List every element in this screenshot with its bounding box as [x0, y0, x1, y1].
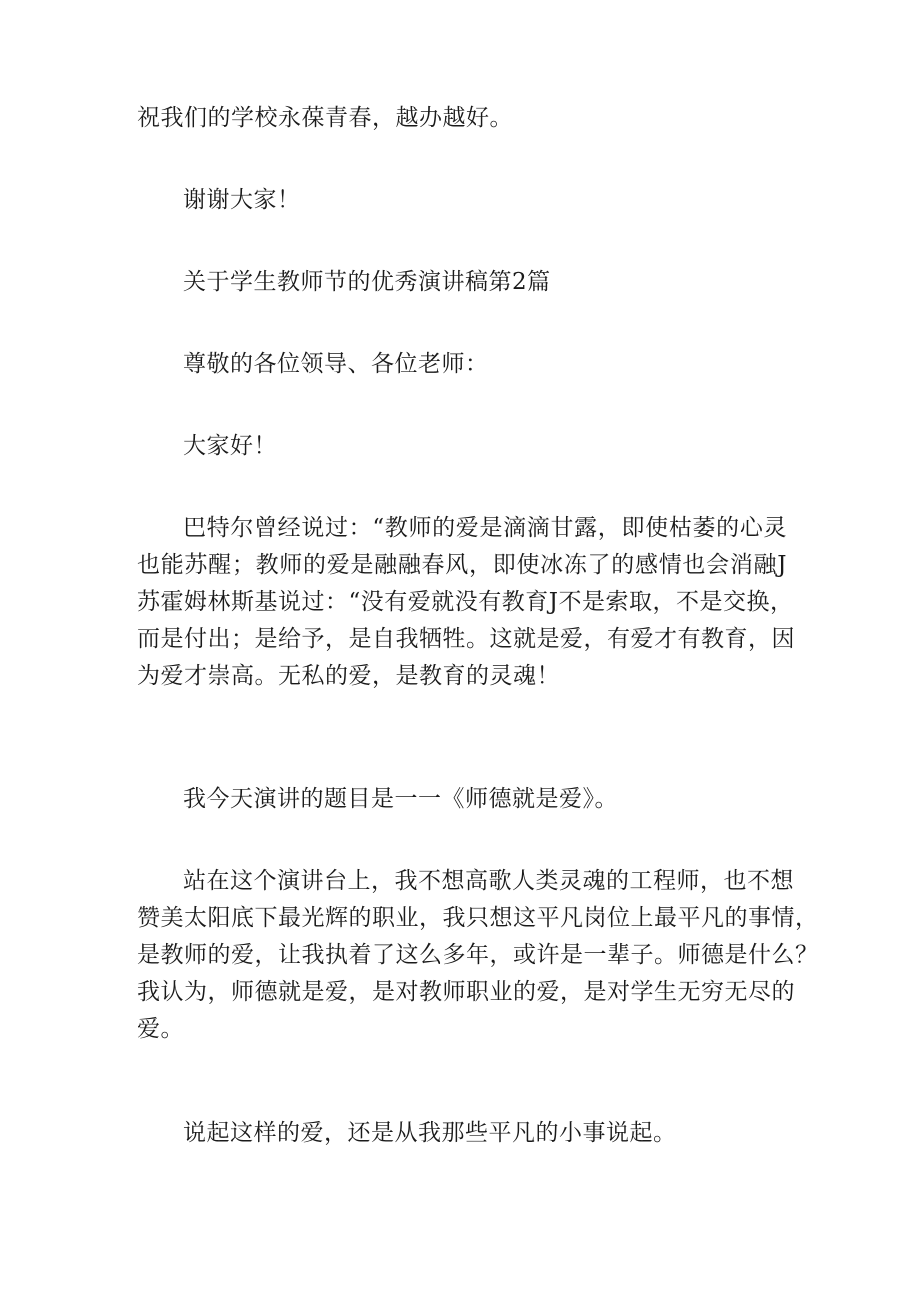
text-line: 巴特尔曾经说过：“教师的爱是滴滴甘露，即使枯萎的心灵	[183, 515, 787, 541]
text-line: 是教师的爱，让我执着了这么多年，或许是一辈子。师德是什么？	[137, 942, 819, 968]
text-line: 我今天演讲的题目是一一《师德就是爱》。	[183, 786, 618, 812]
text-line: 爱。	[137, 1016, 184, 1042]
text-line: 而是付出；是给予，是自我牺牲。这就是爱，有爱才有教育，因	[137, 626, 795, 652]
paragraph-topic	[137, 781, 787, 818]
text-line: 苏霍姆林斯基说过：“没有爱就没有教育J不是索取，不是交换，	[137, 589, 794, 615]
paragraph-greeting	[137, 428, 787, 465]
text-line: 赞美太阳底下最光辉的职业，我只想这平凡岗位上最平凡的事情，	[137, 905, 819, 931]
text-line: 关于学生教师节的优秀演讲稿第2篇	[183, 269, 551, 295]
text-line: 为爱才崇高。无私的爱，是教育的灵魂！	[137, 663, 560, 689]
text-line: 大家好！	[183, 433, 277, 459]
text-line: 尊敬的各位领导、各位老师：	[183, 351, 489, 377]
text-line: 祝我们的学校永葆青春，越办越好。	[137, 105, 513, 131]
paragraph-quotes	[137, 510, 795, 695]
text-line: 谢谢大家！	[183, 187, 301, 213]
text-line: 站在这个演讲台上，我不想高歌人类灵魂的工程师，也不想	[183, 868, 794, 894]
paragraph-salutation	[137, 346, 787, 383]
paragraph-small-things	[137, 1115, 787, 1152]
text-line: 我认为，师德就是爱，是对教师职业的爱，是对学生无穷无尽的	[137, 979, 795, 1005]
text-line: 也能苏醒；教师的爱是融融春风，即使冰冻了的感情也会消融J	[137, 552, 787, 578]
text-line: 说起这样的爱，还是从我那些平凡的小事说起。	[183, 1120, 677, 1146]
paragraph-thanks	[137, 182, 787, 219]
paragraph-closing-wish	[137, 100, 787, 137]
section-title	[137, 264, 787, 301]
paragraph-ethics	[137, 863, 819, 1048]
